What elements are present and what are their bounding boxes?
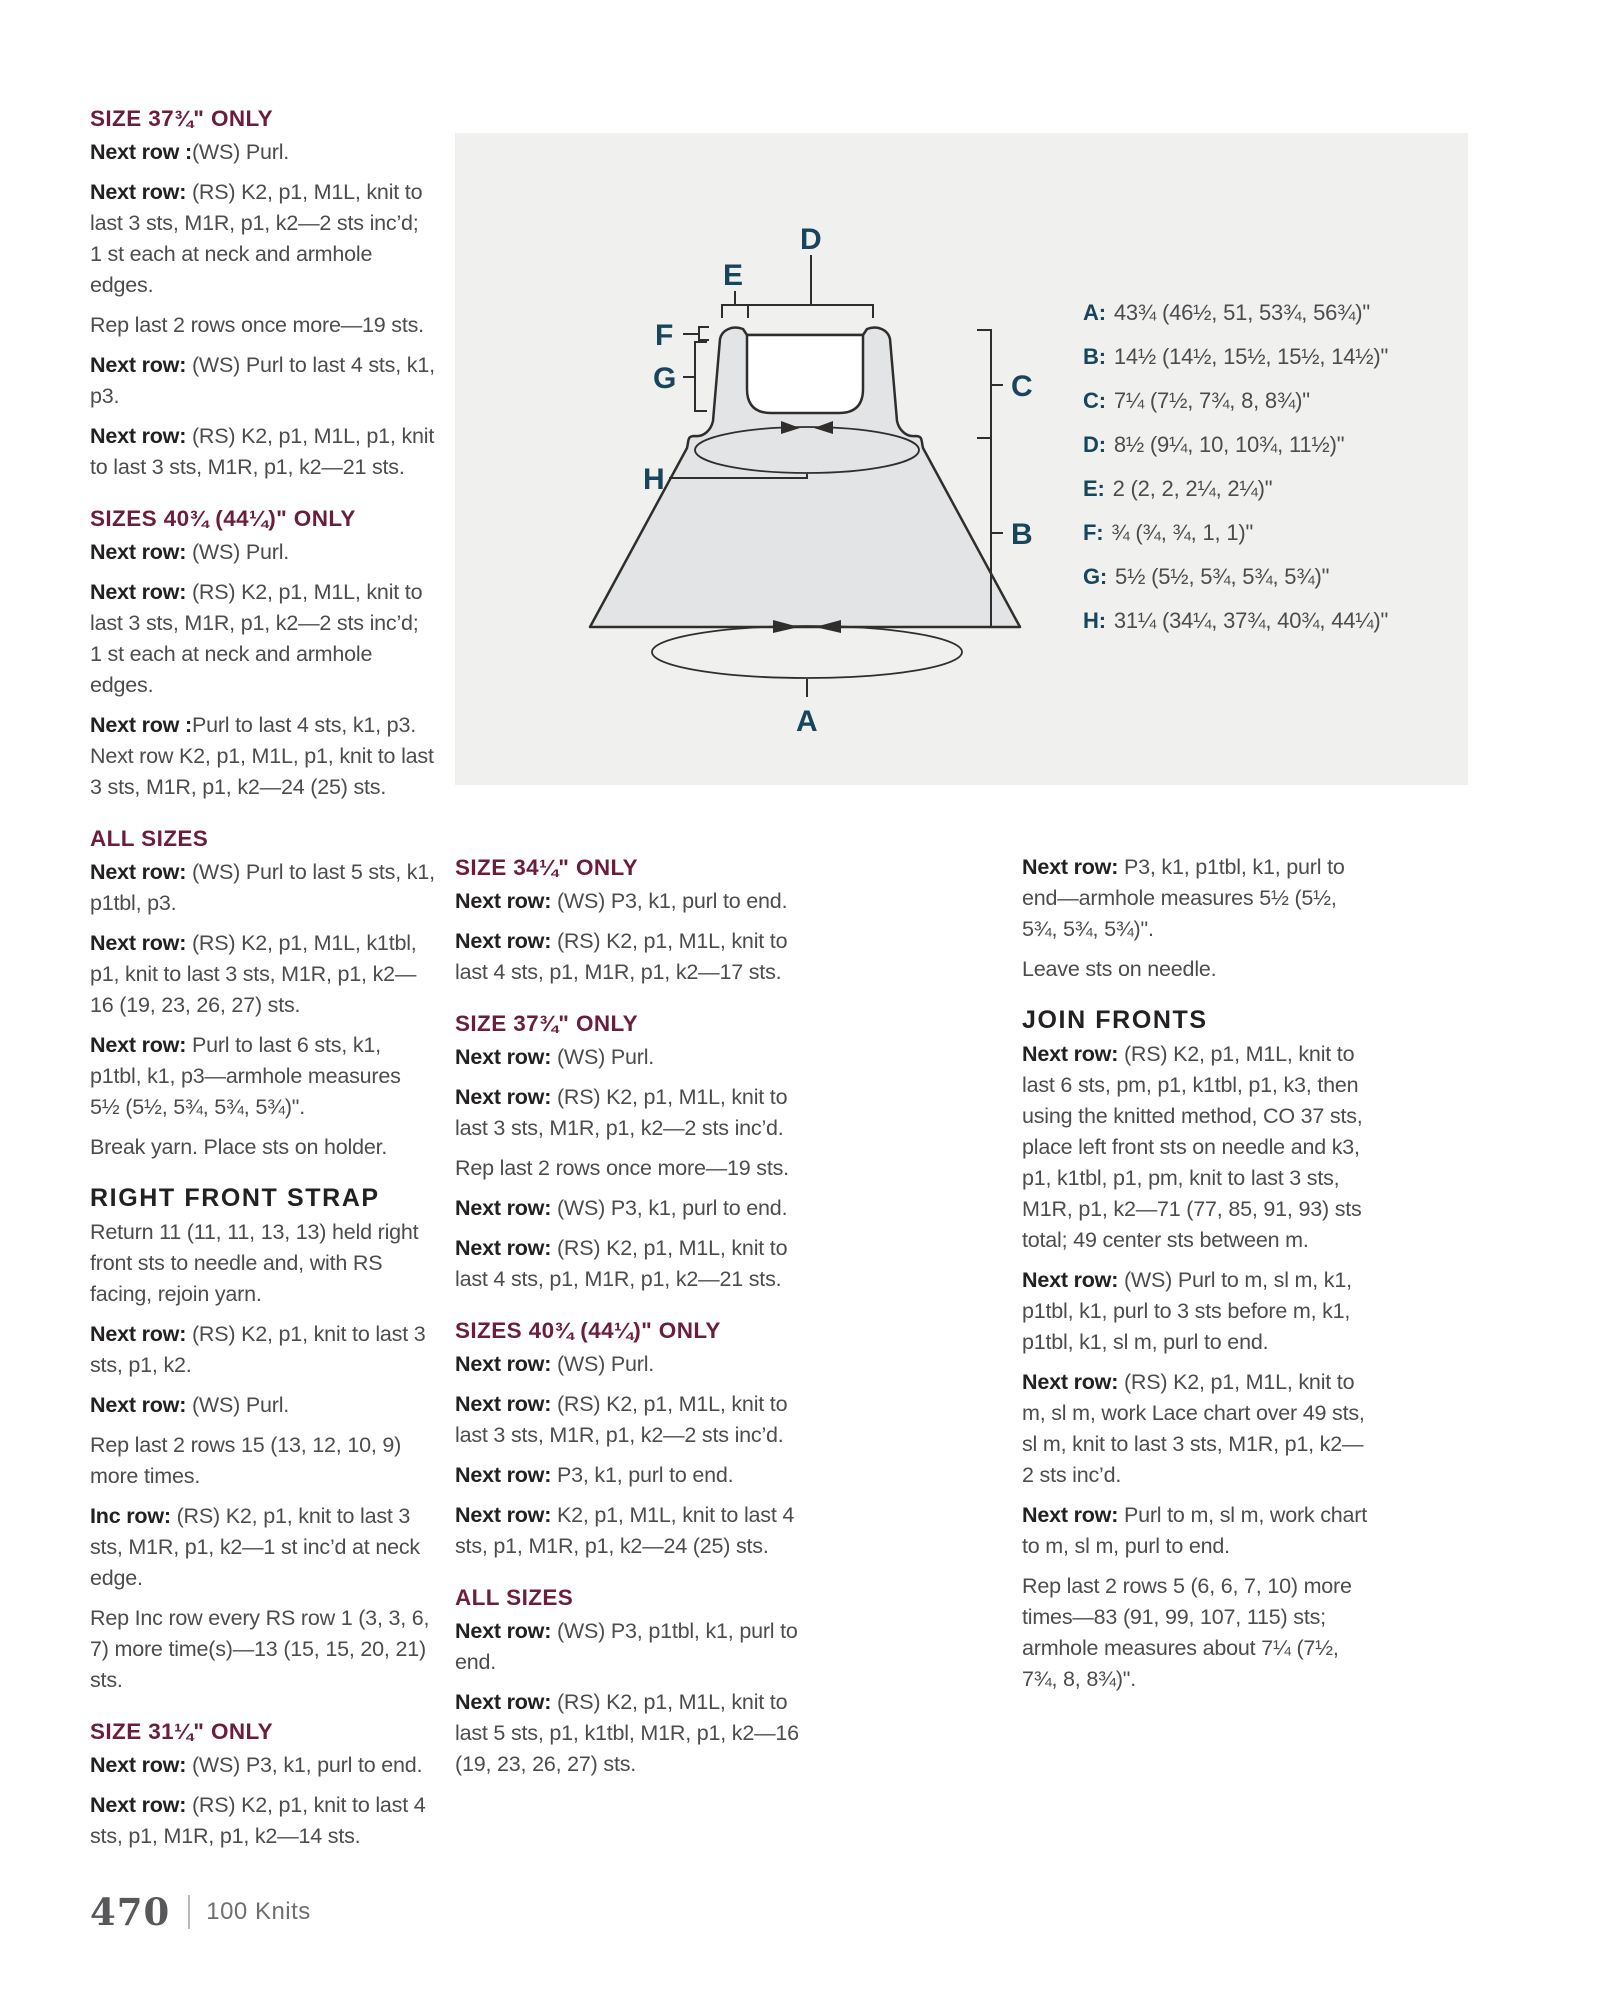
instruction-paragraph: Next row: (RS) K2, p1, M1L, k1tbl, p1, knit to last 3 sts, M1R, p1, k2—16 (19, 23, 26, 27) sts. [90,931,417,1017]
row-lead-label: Next row: [455,929,552,953]
row-lead-label: Next row: [1022,1370,1119,1394]
diagram-label-e: E [723,259,744,292]
instruction-paragraph: Next row: (WS) Purl to last 5 sts, k1, p1tbl, p3. [90,860,435,915]
row-lead-label: Next row: [455,1085,552,1109]
instruction-paragraph: Next row: (RS) K2, p1, M1L, knit to m, sl m, work Lace chart over 49 sts, sl m, knit to last 3 sts, M1R, p1, k2—2 sts inc’d. [1022,1370,1365,1487]
measurement-letter: C: [1083,388,1106,413]
instruction-paragraph: Next row :Purl to last 4 sts, k1, p3. Next row K2, p1, M1L, p1, knit to last 3 sts, M1R, p1, k2—24 (25) sts. [90,713,434,799]
row-lead-label: Next row : [90,713,192,737]
row-lead-label: Next row: [90,860,187,884]
instruction-paragraph: Next row: (WS) P3, k1, purl to end. [455,889,788,913]
instruction-paragraph: Next row: (WS) P3, k1, purl to end. [455,1196,788,1220]
column-middle [455,852,800,1789]
instruction-paragraph: Next row: (WS) Purl. [90,1393,290,1417]
row-lead-label: Next row: [90,1753,187,1777]
instruction-paragraph: Next row: (WS) Purl. [90,540,290,564]
row-lead-label: Next row: [455,1690,552,1714]
schematic-diagram [455,133,1075,785]
measurement-row [1083,379,1388,423]
page-number: 470 [90,1890,171,1934]
measurement-value: 14½ (14½, 15½, 15½, 14½)" [1113,344,1389,369]
section-heading: SIZE 37¾" ONLY [90,106,274,131]
instruction-paragraph: Next row :(WS) Purl. [90,140,290,164]
section-heading: ALL SIZES [455,1585,574,1610]
row-lead-label: Next row: [90,1793,187,1817]
row-lead-label: Next row: [1022,1042,1119,1066]
instruction-paragraph: Return 11 (11, 11, 13, 13) held right front sts to needle and, with RS facing, rejoin yarn. [90,1220,419,1306]
measure-bracket-g [683,342,707,411]
section-heading: RIGHT FRONT STRAP [90,1184,380,1212]
instruction-paragraph: Next row: (WS) Purl. [455,1045,655,1069]
measurement-row [1083,599,1388,643]
section-heading: ALL SIZES [90,826,209,851]
schematic-panel [455,133,1468,785]
instruction-paragraph: Next row: P3, k1, p1tbl, k1, purl to end—armhole measures 5½ (5½, 5¾, 5¾, 5¾)". [1022,855,1345,941]
section-heading: SIZES 40¾ (44¼)" ONLY [455,1318,721,1343]
diagram-label-f: F [655,319,674,352]
measurement-letter: G: [1083,564,1108,589]
instruction-paragraph: Next row: K2, p1, M1L, knit to last 4 sts, p1, M1R, p1, k2—24 (25) sts. [455,1503,795,1558]
diagram-label-a: A [796,705,818,738]
row-lead-label: Next row: [90,540,187,564]
instruction-paragraph: Rep last 2 rows 5 (6, 6, 7, 10) more times—83 (91, 99, 107, 115) sts; armhole measures about 7¼ (7½, 7¾, 8, 8¾)". [1022,1574,1352,1691]
instruction-paragraph: Next row: (RS) K2, p1, M1L, knit to last 4 sts, p1, M1R, p1, k2—17 sts. [455,929,788,984]
row-lead-label: Next row : [90,140,192,164]
row-lead-label: Next row: [455,1045,552,1069]
section-heading: SIZE 37¾" ONLY [455,1011,639,1036]
diagram-label-g: G [653,362,677,395]
instruction-paragraph: Next row: (RS) K2, p1, M1L, knit to last 6 sts, pm, p1, k1tbl, p1, k3, then using the knitted method, CO 37 sts, place left front sts on needle and k3, p1, k1tbl, p1, pm, knit to last 3 sts, M1R, p1, k2—71 (77, 85, 91, 93) sts total; 49 center sts between m. [1022,1042,1363,1252]
measurement-row [1083,511,1388,555]
section-heading: JOIN FRONTS [1022,1006,1208,1034]
instruction-paragraph: Next row: (RS) K2, p1, M1L, knit to last 3 sts, M1R, p1, k2—2 sts inc’d; 1 st each at neck and armhole edges. [90,180,423,297]
measurement-letter: F: [1083,520,1104,545]
row-lead-label: Next row: [90,1322,187,1346]
instruction-paragraph: Inc row: (RS) K2, p1, knit to last 3 sts, M1R, p1, k2—1 st inc’d at neck edge. [90,1504,420,1590]
instruction-paragraph: Next row: Purl to last 6 sts, k1, p1tbl, k1, p3—armhole measures 5½ (5½, 5¾, 5¾, 5¾)". [90,1033,401,1119]
instruction-paragraph: Rep last 2 rows once more—19 sts. [90,313,424,337]
measurement-row [1083,335,1388,379]
measurement-list [1083,291,1388,643]
page-footer [90,1890,311,1934]
measurement-row [1083,423,1388,467]
footer-divider [188,1895,190,1929]
instruction-paragraph: Next row: (WS) Purl to last 4 sts, k1, p3. [90,353,435,408]
instruction-paragraph: Next row: (WS) Purl to m, sl m, k1, p1tbl, k1, purl to 3 sts before m, k1, p1tbl, k1, sl m, purl to end. [1022,1268,1352,1354]
measurement-value: 2 (2, 2, 2¼, 2¼)" [1112,476,1273,501]
instruction-paragraph: Next row: (RS) K2, p1, M1L, knit to last 5 sts, p1, k1tbl, M1R, p1, k2—16 (19, 23, 26, 27) sts. [455,1690,799,1776]
instruction-paragraph: Next row: (RS) K2, p1, M1L, knit to last 4 sts, p1, M1R, p1, k2—21 sts. [455,1236,788,1291]
diagram-label-b: B [1011,518,1033,551]
row-lead-label: Next row: [90,424,187,448]
instruction-paragraph: Next row: (RS) K2, p1, knit to last 3 sts, p1, k2. [90,1322,426,1377]
instruction-paragraph: Next row: P3, k1, purl to end. [455,1463,734,1487]
measurement-row [1083,467,1388,511]
instruction-paragraph: Rep Inc row every RS row 1 (3, 3, 6, 7) more time(s)—13 (15, 15, 20, 21) sts. [90,1606,430,1692]
instruction-paragraph: Next row: (RS) K2, p1, M1L, knit to last 3 sts, M1R, p1, k2—2 sts inc’d; 1 st each at neck and armhole edges. [90,580,423,697]
row-lead-label: Next row: [90,1393,187,1417]
row-lead-label: Next row: [1022,855,1119,879]
row-lead-label: Next row: [455,1352,552,1376]
measurement-value: 43¾ (46½, 51, 53¾, 56¾)" [1113,300,1371,325]
instruction-paragraph: Rep last 2 rows 15 (13, 12, 10, 9) more times. [90,1433,402,1488]
instruction-paragraph: Next row: (WS) Purl. [455,1352,655,1376]
row-lead-label: Next row: [455,1392,552,1416]
hem-ellipse [652,626,962,678]
measurement-value: 5½ (5½, 5¾, 5¾, 5¾)" [1115,564,1330,589]
measurement-value: ¾ (¾, ¾, 1, 1)" [1111,520,1254,545]
instruction-paragraph: Next row: (WS) P3, k1, purl to end. [90,1753,423,1777]
row-lead-label: Next row: [455,1463,552,1487]
row-lead-label: Next row: [90,180,187,204]
measurement-letter: A: [1083,300,1106,325]
instruction-paragraph: Next row: (RS) K2, p1, M1L, p1, knit to last 3 sts, M1R, p1, k2—21 sts. [90,424,435,479]
section-heading: SIZE 31¼" ONLY [90,1719,274,1744]
column-right [1022,852,1374,1704]
row-lead-label: Next row: [90,353,187,377]
instruction-paragraph: Leave sts on needle. [1022,957,1217,981]
diagram-label-h: H [643,463,665,496]
instruction-paragraph: Break yarn. Place sts on holder. [90,1135,388,1159]
row-lead-label: Next row: [455,1503,552,1527]
measurement-letter: D: [1083,432,1106,457]
row-lead-label: Next row: [90,580,187,604]
diagram-label-c: C [1011,370,1033,403]
row-lead-label: Next row: [455,1236,552,1260]
neckline-opening [747,335,863,413]
row-lead-label: Next row: [90,1033,187,1057]
measurement-row [1083,555,1388,599]
section-heading: SIZES 40¾ (44¼)" ONLY [90,506,356,531]
row-lead-label: Next row: [1022,1503,1119,1527]
row-lead-label: Next row: [455,1619,552,1643]
instruction-paragraph: Next row: (RS) K2, p1, M1L, knit to last 3 sts, M1R, p1, k2—2 sts inc’d. [455,1392,788,1447]
measurement-value: 31¼ (34¼, 37¾, 40¾, 44¼)" [1113,608,1389,633]
book-title: 100 Knits [206,1898,311,1925]
section-heading: SIZE 34¼" ONLY [455,855,639,880]
row-lead-label: Next row: [90,931,187,955]
instruction-paragraph: Rep last 2 rows once more—19 sts. [455,1156,789,1180]
row-lead-label: Inc row: [90,1504,171,1528]
measure-bracket-f [683,327,709,340]
row-lead-label: Next row: [455,889,552,913]
instruction-paragraph: Next row: (RS) K2, p1, knit to last 4 sts, p1, M1R, p1, k2—14 sts. [90,1793,426,1848]
instruction-paragraph: Next row: (RS) K2, p1, M1L, knit to last 3 sts, M1R, p1, k2—2 sts inc’d. [455,1085,788,1140]
measurement-letter: B: [1083,344,1106,369]
measurement-letter: E: [1083,476,1105,501]
row-lead-label: Next row: [455,1196,552,1220]
column-left [90,103,435,1861]
measurement-letter: H: [1083,608,1106,633]
instruction-paragraph: Next row: (WS) P3, p1tbl, k1, purl to end. [455,1619,798,1674]
measurement-row [1083,291,1388,335]
instruction-paragraph: Next row: Purl to m, sl m, work chart to m, sl m, purl to end. [1022,1503,1368,1558]
measurement-value: 8½ (9¼, 10, 10¾, 11½)" [1113,432,1345,457]
measure-bracket-d [722,255,873,318]
measurement-value: 7¼ (7½, 7¾, 8, 8¾)" [1113,388,1310,413]
row-lead-label: Next row: [1022,1268,1119,1292]
diagram-label-d: D [800,223,822,256]
